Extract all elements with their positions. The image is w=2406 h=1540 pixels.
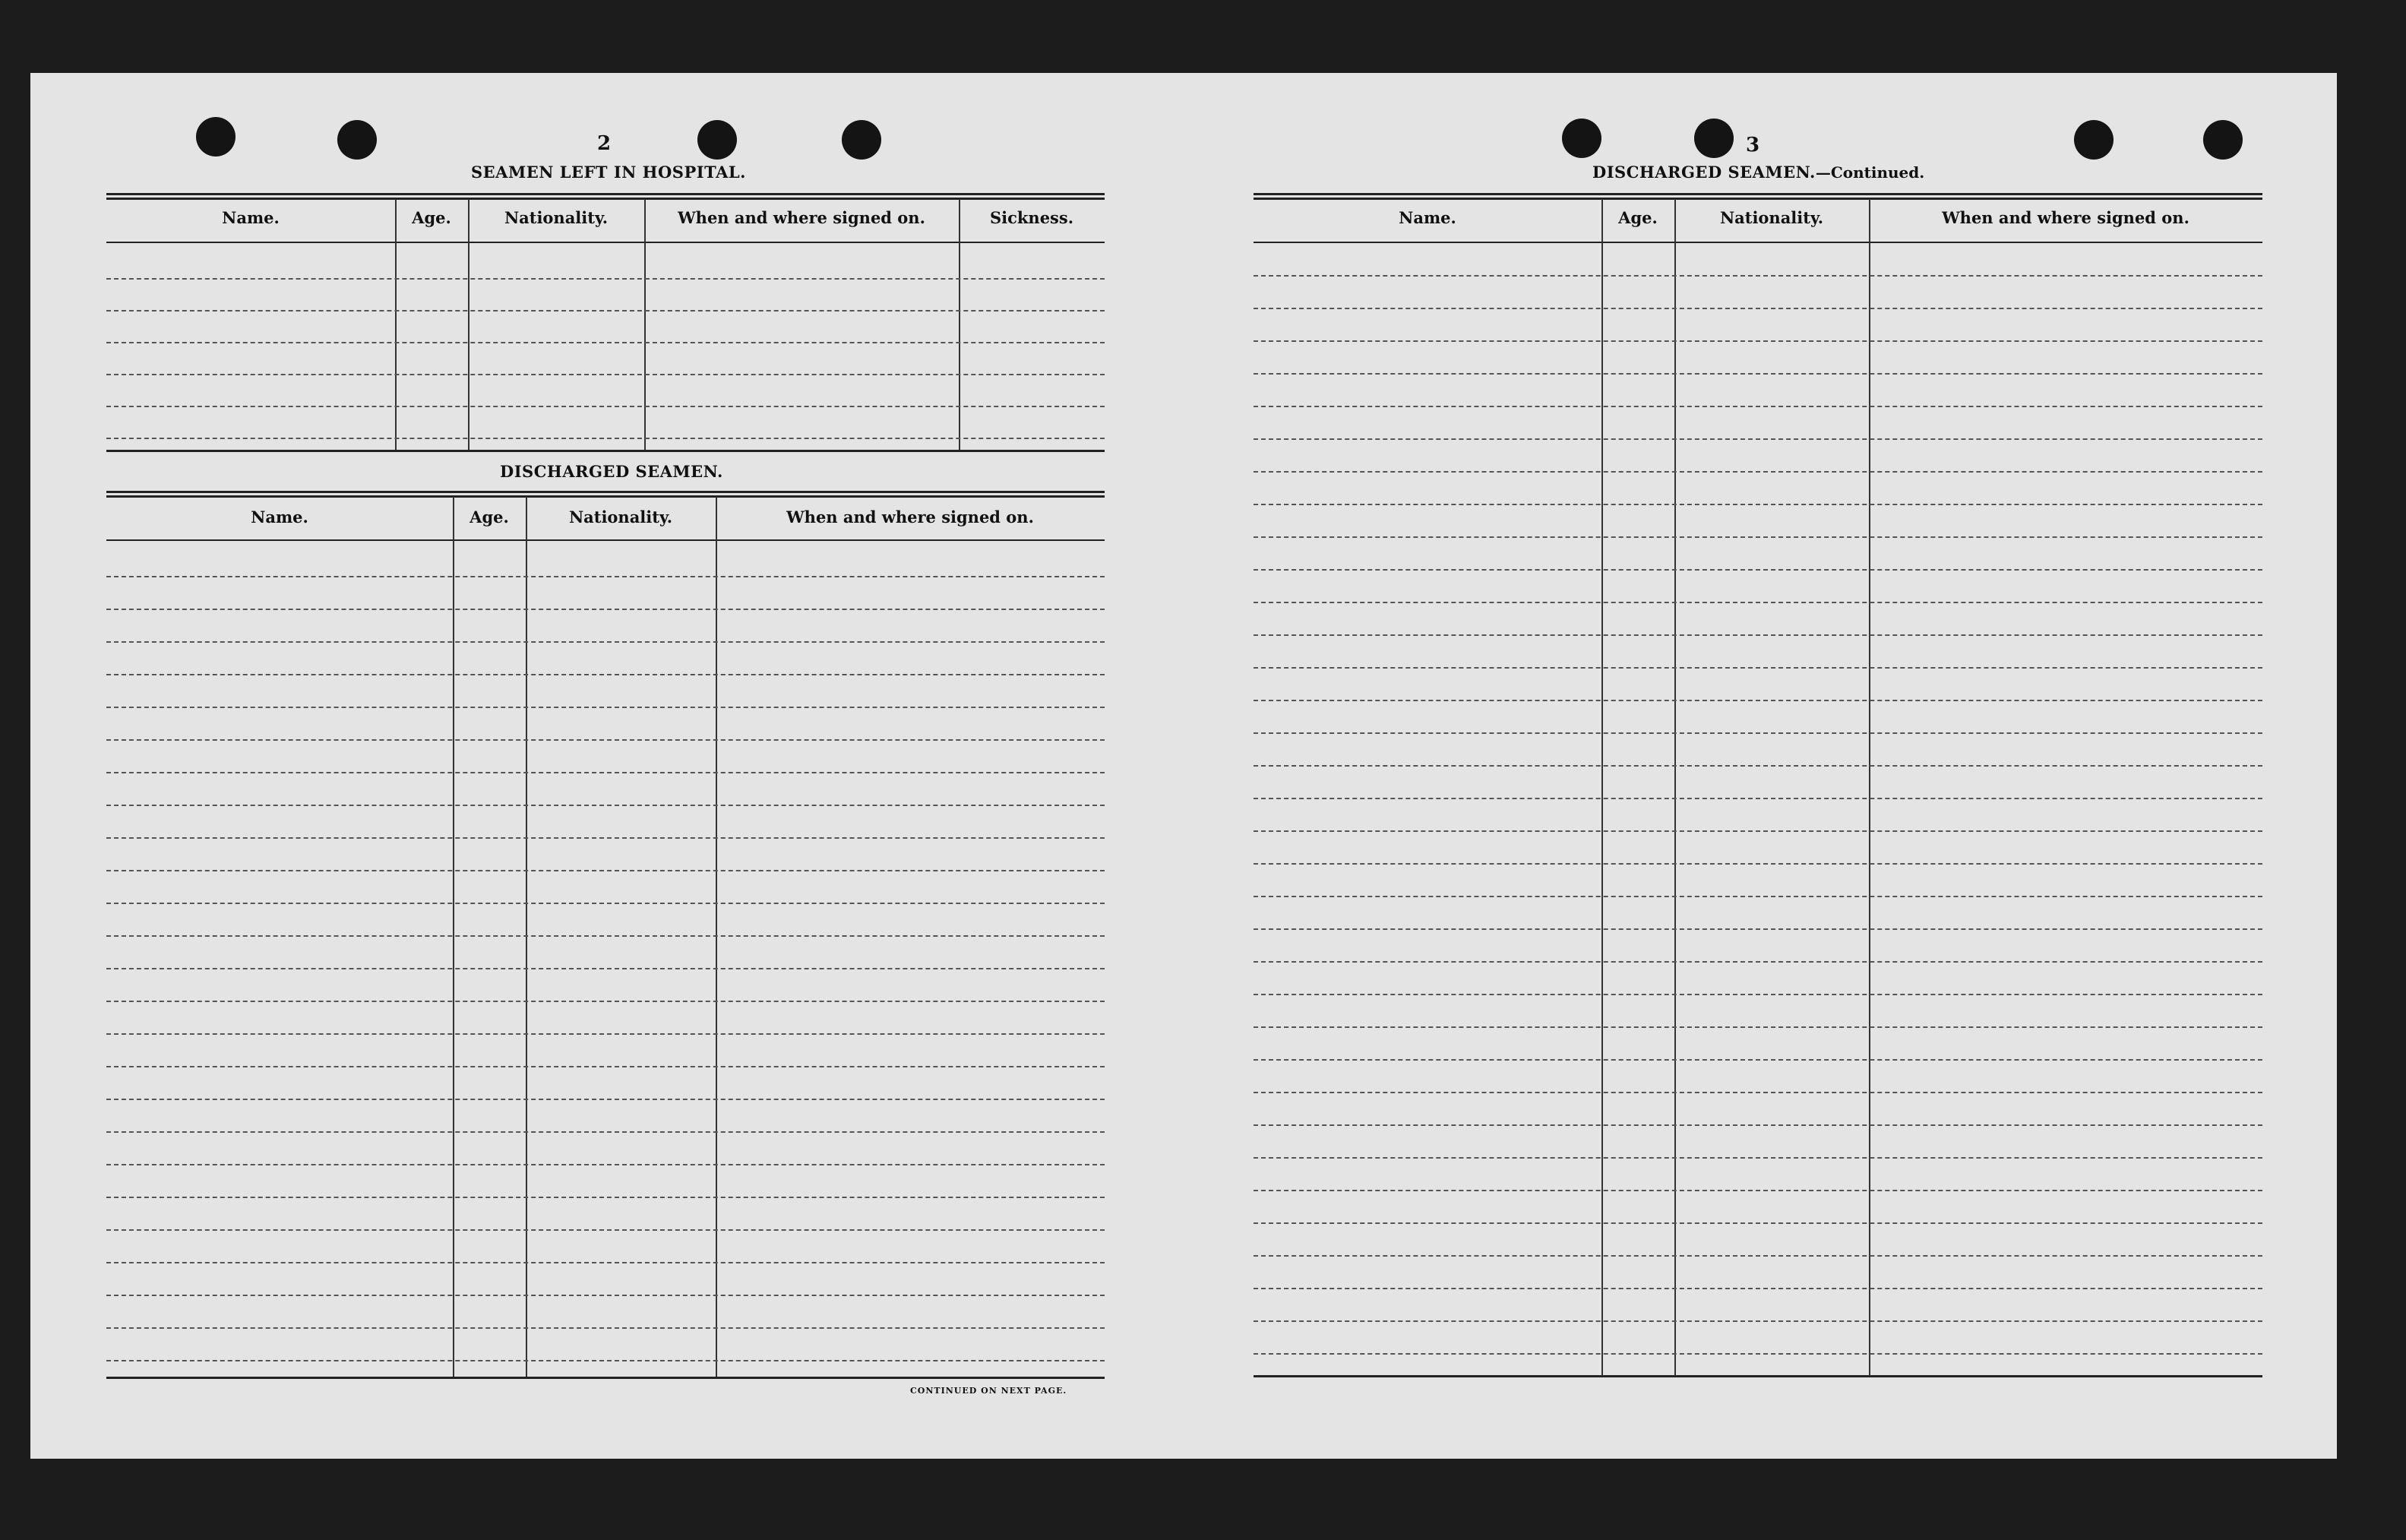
col-header-name: Name.: [222, 208, 280, 227]
punch-hole: [337, 120, 377, 160]
col-header-name: Name.: [251, 508, 308, 527]
hospital-table: [106, 193, 1105, 451]
form-sheet: [30, 73, 2337, 1459]
col-header-age: Age.: [470, 508, 509, 527]
punch-hole: [697, 120, 737, 160]
punch-hole: [2074, 120, 2114, 160]
punch-hole: [196, 117, 236, 157]
col-header-signed-on: When and where signed on.: [786, 508, 1034, 527]
punch-hole: [1562, 119, 1601, 158]
col-header-signed-on: When and where signed on.: [1942, 208, 2189, 227]
page-number-left: 2: [597, 132, 612, 155]
punch-hole: [842, 120, 881, 160]
hospital-section-title: SEAMEN LEFT IN HOSPITAL.: [471, 163, 746, 182]
col-header-sickness: Sickness.: [989, 208, 1074, 227]
discharged-table-left: [106, 491, 1105, 1378]
discharged-table-right: [1254, 193, 2262, 1378]
punch-hole: [2203, 120, 2243, 160]
discharged-continued-title: [1592, 163, 1924, 182]
discharged-section-title: DISCHARGED SEAMEN.: [500, 462, 723, 481]
col-header-nationality: Nationality.: [1719, 208, 1824, 227]
col-header-nationality: Nationality.: [504, 208, 609, 227]
punch-hole: [1694, 119, 1734, 158]
col-header-age: Age.: [412, 208, 451, 227]
page-number-right: 3: [1746, 134, 1760, 157]
continued-note: CONTINUED ON NEXT PAGE.: [910, 1386, 1067, 1396]
col-header-name: Name.: [1399, 208, 1456, 227]
col-header-signed-on: When and where signed on.: [678, 208, 925, 227]
discharged-continued-title-main: DISCHARGED SEAMEN.: [1592, 163, 1816, 182]
col-header-age: Age.: [1618, 208, 1658, 227]
col-header-nationality: Nationality.: [568, 508, 673, 527]
continued-suffix: —Continued.: [1815, 163, 1925, 182]
